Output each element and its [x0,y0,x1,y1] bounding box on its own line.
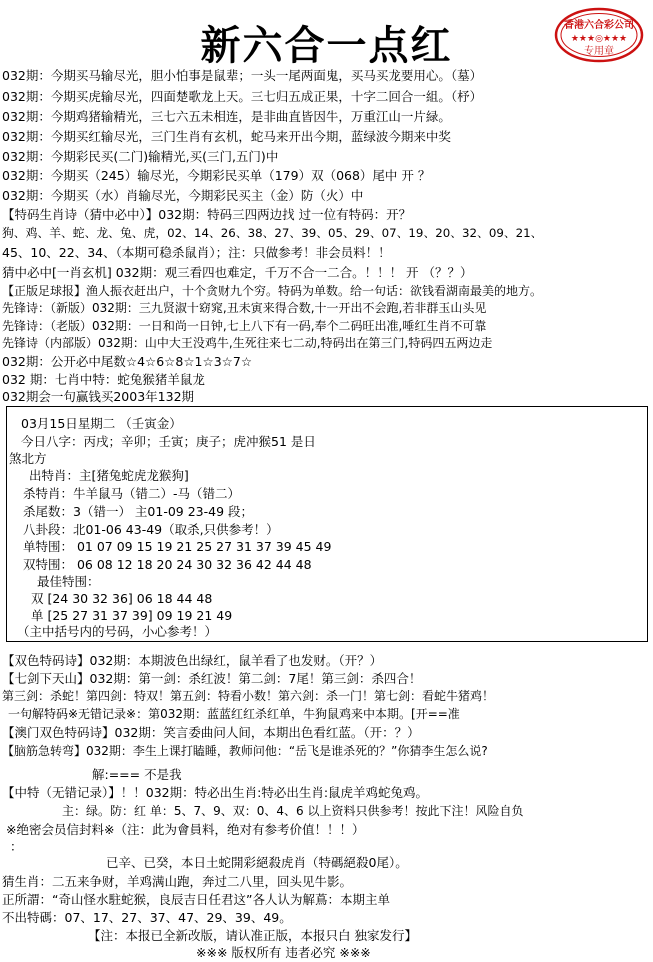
text-line: 狗、鸡、羊、蛇、龙、兔、虎，02、14、26、38、27、39、05、29、07、19、20、32、09、21、 [2,226,543,240]
text-line: 先锋诗：（新版）032期：三九贤淑十窈窕,丑未寅来得合数,十一开出不会跑,若非群玉山头见 [2,301,487,315]
text-line: 032期会一句赢钱买2003年132期 [2,389,195,404]
text-line: 猜中必中[一肖玄机] 032期：观三看四也难定，千万不合一二合。！！！ 开 （？？） [2,265,473,280]
text-line: 先锋诗：（老版）032期：一日和尚一日钟,七上八下有一码,奉个二码旺出准,唾红生肖不可靠 [2,319,487,333]
box-bagua: 八卦段：北01-06 43-49（取杀,只供参考！） [23,522,279,537]
text-line: 【双色特码诗】032期：本期波色出绿红，鼠羊看了也发财。（开？） [2,653,383,668]
text-line: ※绝密会员信封料※（注：此为會員料，绝对有参考价值！！！） [6,822,365,837]
text-line: 032期：今期买（水）肖输尽光，今期彩民买主（金）防（火）中 [2,188,364,203]
text-line: 【正版足球报】渔人振衣赶出户，十个贪财九个穷。特码为单数。给一句话：欲钱看湖南最美的地方。 [2,284,543,298]
text-line: 已辛、已癸，本日土蛇開彩絕殺虎肖（特碼絕殺0尾）。 [106,855,408,870]
text-line: 032 期：七肖中特：蛇兔猴猪羊鼠龙 [2,372,205,387]
box-chu: 出特肖：主[猪兔蛇虎龙猴狗] [29,468,189,483]
text-line: 【脑筋急转弯】032期：李生上课打瞌睡，教师问他：“岳飞是谁杀死的？”你猜李生怎么说? [2,744,488,758]
text-line: 【注：本报已全新改版，请认准正版，本报只白 独家发行】 [88,928,417,943]
box-shawei: 杀尾数：3（错一） 主01-09 23-49 段； [23,504,254,519]
copyright-line: ※※※ 版权所有 违者必究 ※※※ [196,945,371,960]
text-line: 032期：公开必中尾数☆4☆6☆8☆1☆3☆7☆ [2,354,253,369]
text-line: 不出特碼：07、17、27、37、47、29、39、49。 [2,910,292,925]
text-line: ： [10,839,23,854]
text-line: 先锋诗（内部版）032期：山中大王没鸡牛,生死往来七二动,特码出在第三门,特码四五两边走 [2,336,493,350]
page-title: 新六合一点红 [200,22,453,69]
text-line: 主：绿。防：红 单：5、7、9、双：0、4、6 以上资料只供参考！按此下注！风险自负 [62,804,524,818]
text-line: 【七剑下天山】032期：第一剑：杀红波！第二剑：7尾！第三剑：杀四合！ [2,671,422,686]
text-line: 【中特（无错记录）】！！032期：特必出生肖:特必出生肖:鼠虎羊鸡蛇兔鸡。 [2,785,429,800]
box-sha: 杀特肖：牛羊鼠马（错二）-马（错二） [23,486,241,501]
box-dan: 单特围： 01 07 09 15 19 21 25 27 31 37 39 45 49 [23,539,332,554]
text-line: 032期：今期彩民买(二门)输精光,买(三门,五门)中 [2,149,279,164]
text-line: 第三剑：杀蛇！第四剑：特双！第五剑：特看小数！第六剑：杀一门！第七剑：看蛇牛猪鸡！ [2,689,495,703]
daily-info-box [6,406,648,642]
text-line: 45、10、22、34、（本期可稳杀鼠肖）；注：只做参考！非会员料！！ [2,245,391,260]
box-best-dan: 单 [25 27 31 37 39] 09 19 21 49 [31,608,233,623]
box-bazi: 今日八字：丙戌；辛卯；壬寅；庚子；虎冲猴51 是日 [21,434,316,449]
text-line: 【特码生肖诗（猜中必中）】032期：特码三四两边找 过一位有特码：开？ [2,207,412,222]
text-line: 一句解特码※无错记录※：第032期：蓝蓝红红杀红单，牛狗鼠鸡来中本期。[开==准 [8,707,460,721]
seal-bottom-text: 专用章 [584,46,614,57]
text-line: 032期：今期买马输尽光，胆小怕事是鼠辈；一头一尾两面鬼，买马买龙要用心。（墓） [2,68,483,83]
text-line: 032期：今期买（245）输尽光，今期彩民买单（179）双（068）尾中 开 ？ [2,168,431,183]
text-line: 解:=== 不是我 [92,767,182,782]
company-seal [553,6,645,64]
box-shuang: 双特围： 06 08 12 18 20 24 30 32 36 42 44 48 [23,557,312,572]
box-note: （主中括号内的号码，小心参考！） [17,624,218,639]
box-date: 03月15日星期二 （壬寅金） [21,416,182,431]
text-line: 032期：今期买虎输尽光，四面楚歌龙上天。三七归五成正果，十字二回合一組。（杼） [2,89,483,104]
text-line: 032期：今期鸡猪输精光，三七六五未相连，是非曲直皆因牛，万重江山一片緑。 [2,109,451,124]
box-bazi2: 煞北方 [9,451,47,466]
seal-stars-icon: ★★★◎★★★ [570,34,628,44]
text-line: 猜生肖：二五来争财，羊鸡满山跑，奔过二八里，回头见牛影。 [2,874,353,889]
text-line: 正所謂：“奇山怪水駐蛇猴，良辰吉日任君这”各人认为解蔦：本期主单 [2,892,390,907]
text-line: 032期：今期买红输尽光，三门生肖有玄机，蛇马来开出今期，蓝绿波今期来中奖 [2,129,451,144]
seal-top-text: 香港六合彩公司 [564,20,634,31]
text-line: 【澳门双色特码诗】032期：笑言委曲问人间，本期出色看红蓝。（开：？） [2,725,420,740]
box-best: 最佳特围： [37,574,100,589]
box-best-shuang: 双 [24 30 32 36] 06 18 44 48 [31,591,213,606]
